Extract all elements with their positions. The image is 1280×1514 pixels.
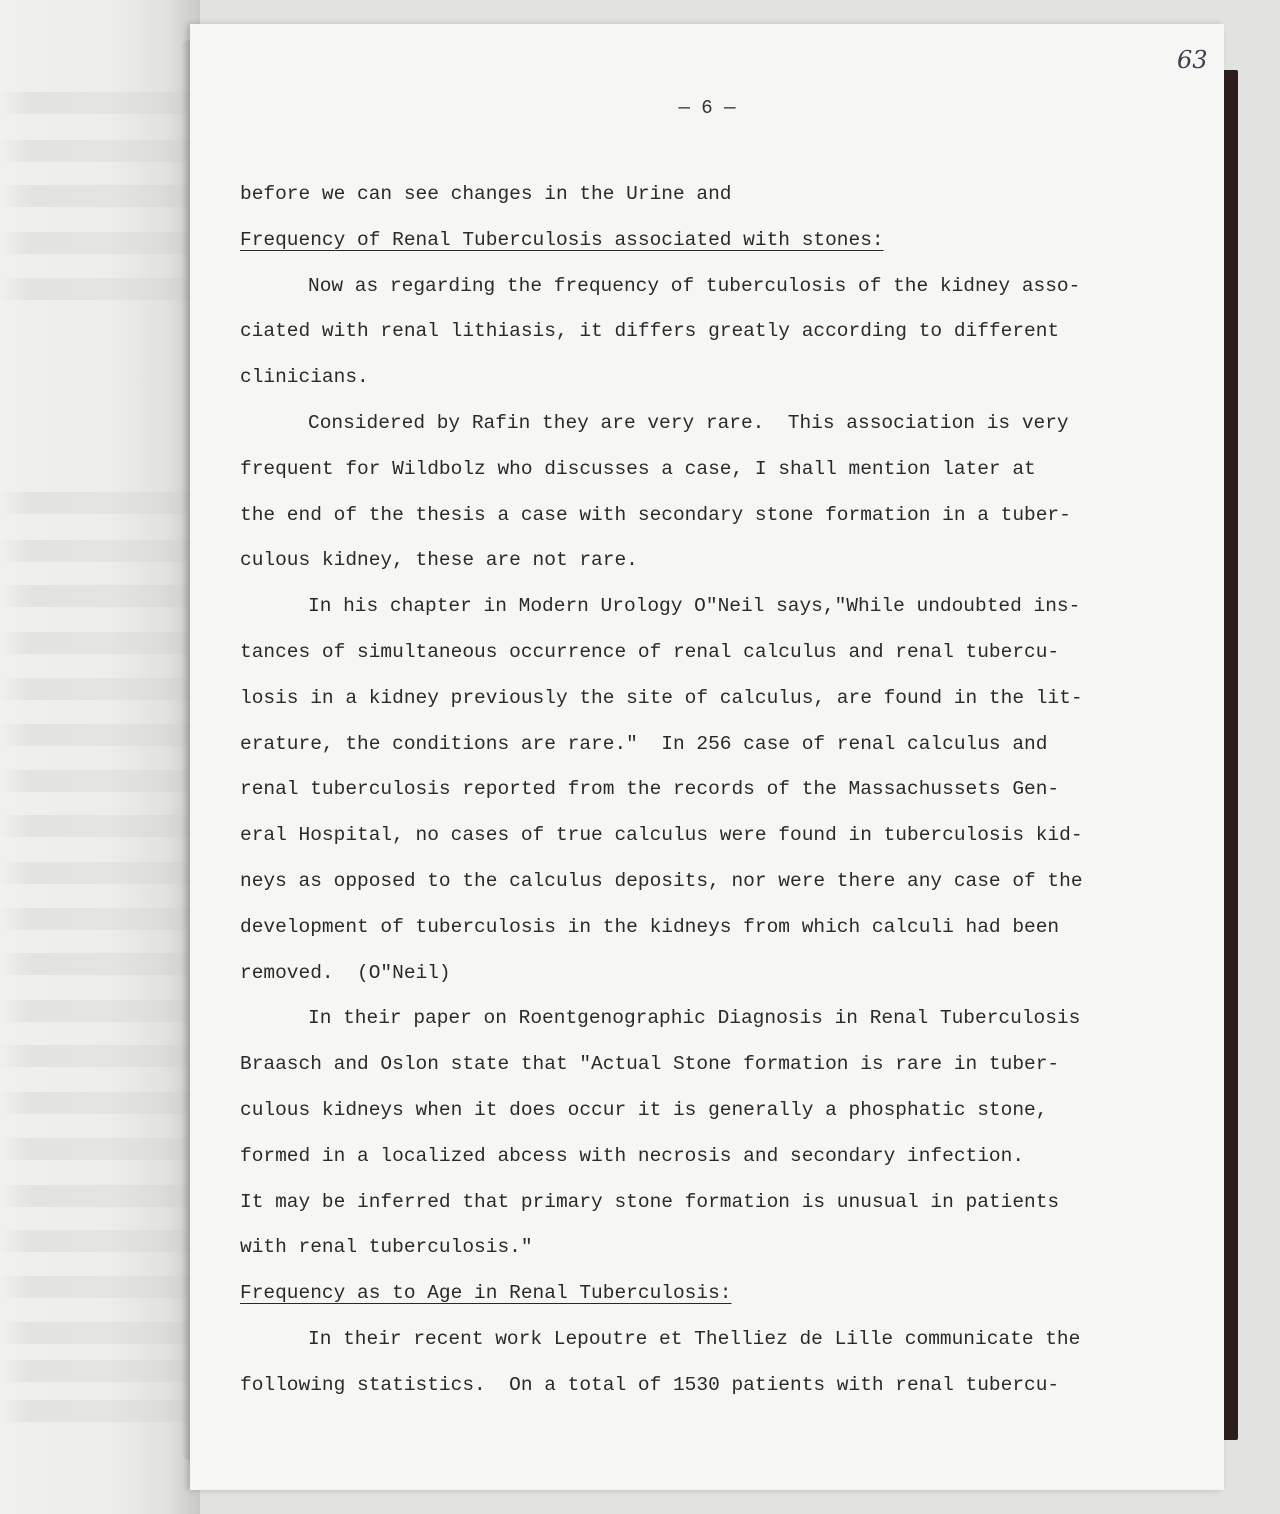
text-line: the end of the thesis a case with secondary stone formation in a tuber- [240,503,1071,526]
text-line: culous kidney, these are not rare. [240,549,638,572]
text-line: culous kidneys when it does occur it is generally a phosphatic stone, [240,1098,1048,1121]
page-body [240,172,1208,1409]
text-line: ciated with renal lithiasis, it differs greatly according to different [240,320,1060,343]
text-line: eral Hospital, no cases of true calculus were found in tuberculosis kid- [240,824,1083,847]
text-line: neys as opposed to the calculus deposits, nor were there any case of the [240,869,1083,892]
section-heading-age-renal-tuberculosis: Frequency as to Age in Renal Tuberculosis: [240,1282,732,1305]
text-line: Now as regarding the frequency of tuberculosis of the kidney asso- [308,274,1081,297]
text-line: clinicians. [240,366,369,389]
text-line: Considered by Rafin they are very rare. This association is very [308,411,1069,434]
text-line: In his chapter in Modern Urology O"Neil says,"While undoubted ins- [308,595,1081,618]
text-line: frequent for Wildbolz who discusses a case, I shall mention later at [240,457,1036,480]
text-line: development of tuberculosis in the kidneys from which calculi had been [240,915,1060,938]
section-heading-renal-tuberculosis-stones: Frequency of Renal Tuberculosis associated with stones: [240,228,884,251]
text-line: In their paper on Roentgenographic Diagnosis in Renal Tuberculosis [308,1007,1081,1030]
page-number: — 6 — [678,97,736,119]
text-line: with renal tuberculosis." [240,1236,533,1259]
text-line: following statistics. On a total of 1530 patients with renal tubercu- [240,1373,1060,1396]
text-line: formed in a localized abcess with necrosis and secondary infection. [240,1144,1025,1167]
text-line: tances of simultaneous occurrence of renal calculus and renal tubercu- [240,640,1060,663]
text-line: renal tuberculosis reported from the records of the Massachussets Gen- [240,778,1060,801]
text-line: erature, the conditions are rare." In 256 case of renal calculus and [240,732,1048,755]
text-line: Braasch and Oslon state that "Actual Stone formation is rare in tuber- [240,1053,1060,1076]
document-page [190,24,1224,1490]
text-line: removed. (O"Neil) [240,961,451,984]
folio-number: 63 [1177,46,1208,74]
facing-page [0,0,200,1514]
text-line: losis in a kidney previously the site of calculus, are found in the lit- [240,686,1083,709]
text-line: It may be inferred that primary stone formation is unusual in patients [240,1190,1060,1213]
text-line: In their recent work Lepoutre et Thelliez de Lille communicate the [308,1327,1081,1350]
text-line: before we can see changes in the Urine and [240,183,732,205]
